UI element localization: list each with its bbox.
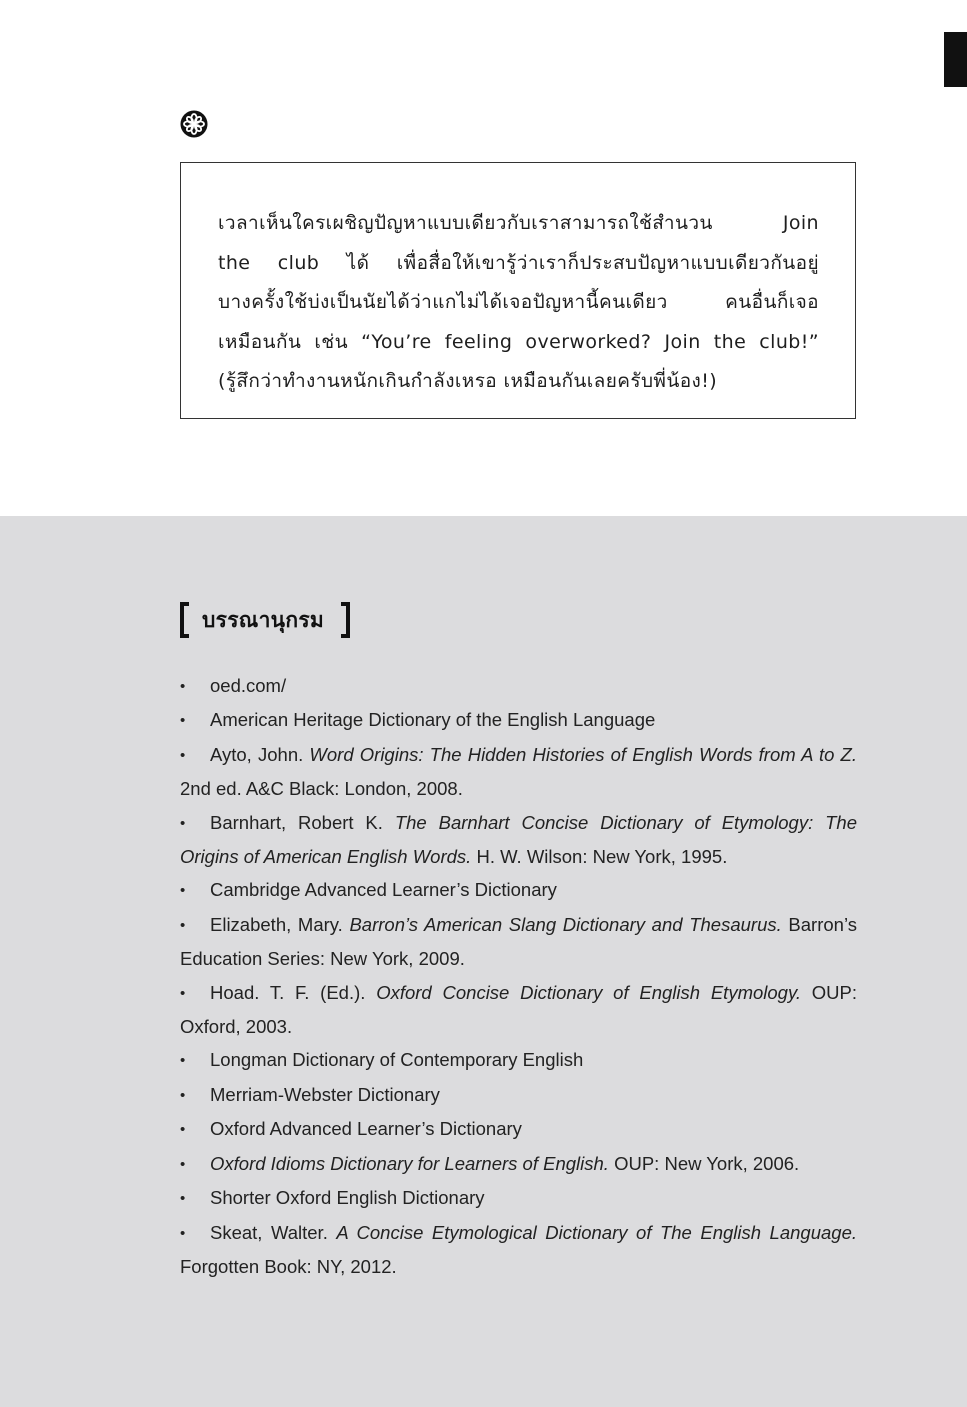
bullet-icon: • (180, 814, 186, 832)
bibliography-entry (180, 976, 857, 1044)
entry-publication: Forgotten Book: NY, 2012. (180, 1255, 397, 1277)
entry-publication: OUP: Oxford, 2003. (180, 981, 858, 1038)
entry-title: Barron’s American Slang Dictionary and Thesaurus. (349, 913, 782, 935)
note-box (180, 162, 856, 419)
bibliography-entry (180, 1043, 857, 1077)
bibliography-title: บรรณานุกรม (202, 607, 325, 632)
bibliography-entry (180, 873, 857, 907)
entry-text: Oxford Advanced Learner’s Dictionary (210, 1118, 522, 1140)
entry-title: The Barnhart Concise Dictionary of Etymology: The Origins of American English Words. (180, 811, 857, 868)
entry-title: Oxford Idioms Dictionary for Learners of English. (210, 1152, 609, 1174)
bibliography-entry (180, 703, 857, 737)
bibliography-entry (180, 1181, 857, 1215)
bullet-icon: • (180, 984, 186, 1002)
page-edge-tab (944, 32, 967, 87)
bibliography-entry (180, 738, 857, 806)
entry-title: A Concise Etymological Dictionary of The English Language. (336, 1221, 857, 1243)
bullet-icon: • (180, 1190, 186, 1208)
bibliography-heading (180, 598, 350, 642)
note-line: เหมือนกัน เช่น “You’re feeling overworked? Join the club!” (218, 330, 819, 353)
bibliography-entry (180, 806, 857, 874)
entry-title: Oxford Concise Dictionary of English Etymology. (376, 981, 801, 1003)
entry-text: Cambridge Advanced Learner’s Dictionary (210, 879, 557, 901)
bibliography-entry (180, 669, 857, 703)
bullet-icon: • (180, 712, 186, 730)
bibliography-section (0, 516, 967, 1407)
entry-publication: H. W. Wilson: New York, 1995. (471, 846, 728, 868)
entry-text: Shorter Oxford English Dictionary (210, 1187, 485, 1209)
bibliography-entry (180, 1112, 857, 1146)
note-line: (รู้สึกว่าทำงานหนักเกินกำลังเหรอ เหมือนกันเลยครับพี่น้อง!) (218, 370, 718, 392)
bullet-icon: • (180, 1155, 186, 1173)
entry-title: Word Origins: The Hidden Histories of English Words from A to Z. (309, 743, 857, 765)
bibliography-entry (180, 1216, 857, 1284)
entry-text: oed.com/ (210, 675, 287, 696)
note-line: บางครั้งใช้บ่งเป็นนัยได้ว่าแกไม่ได้เจอปัญหานี้คนเดียว คนอื่นก็เจอ (218, 291, 819, 313)
bullet-icon: • (180, 1224, 186, 1242)
bullet-icon: • (180, 678, 186, 695)
bibliography-list (180, 669, 857, 1283)
entry-text: Hoad. T. F. (Ed.). (210, 981, 377, 1003)
entry-text: American Heritage Dictionary of the English Language (210, 709, 656, 731)
bibliography-entry (180, 1147, 857, 1181)
bullet-icon: • (180, 1052, 186, 1070)
flower-icon (180, 110, 208, 138)
entry-text: Skeat, Walter. (210, 1221, 337, 1243)
right-bracket-icon (341, 602, 350, 638)
entry-text: Longman Dictionary of Contemporary English (210, 1049, 584, 1071)
note-line: เวลาเห็นใครเผชิญปัญหาแบบเดียวกับเราสามารถใช้สำนวน Join (218, 212, 819, 234)
note-line: the club ได้ เพื่อสื่อให้เขารู้ว่าเราก็ประสบปัญหาแบบเดียวกันอยู่ (218, 251, 819, 274)
bullet-icon: • (180, 916, 186, 934)
entry-publication: 2nd ed. A&C Black: London, 2008. (180, 778, 463, 800)
bullet-icon: • (180, 746, 186, 764)
entry-text: Merriam-Webster Dictionary (210, 1083, 440, 1105)
bibliography-entry (180, 1078, 857, 1112)
bullet-icon: • (180, 1121, 186, 1139)
entry-text: Elizabeth, Mary. (210, 913, 350, 935)
bibliography-entry (180, 908, 857, 976)
entry-publication: OUP: New York, 2006. (608, 1152, 800, 1174)
bullet-icon: • (180, 882, 186, 900)
entry-text: Ayto, John. (210, 743, 310, 765)
entry-publication: Barron’s Education Series: New York, 2009. (180, 913, 857, 970)
bullet-icon: • (180, 1086, 186, 1104)
left-bracket-icon (180, 602, 189, 638)
entry-text: Barnhart, Robert K. (210, 811, 395, 833)
